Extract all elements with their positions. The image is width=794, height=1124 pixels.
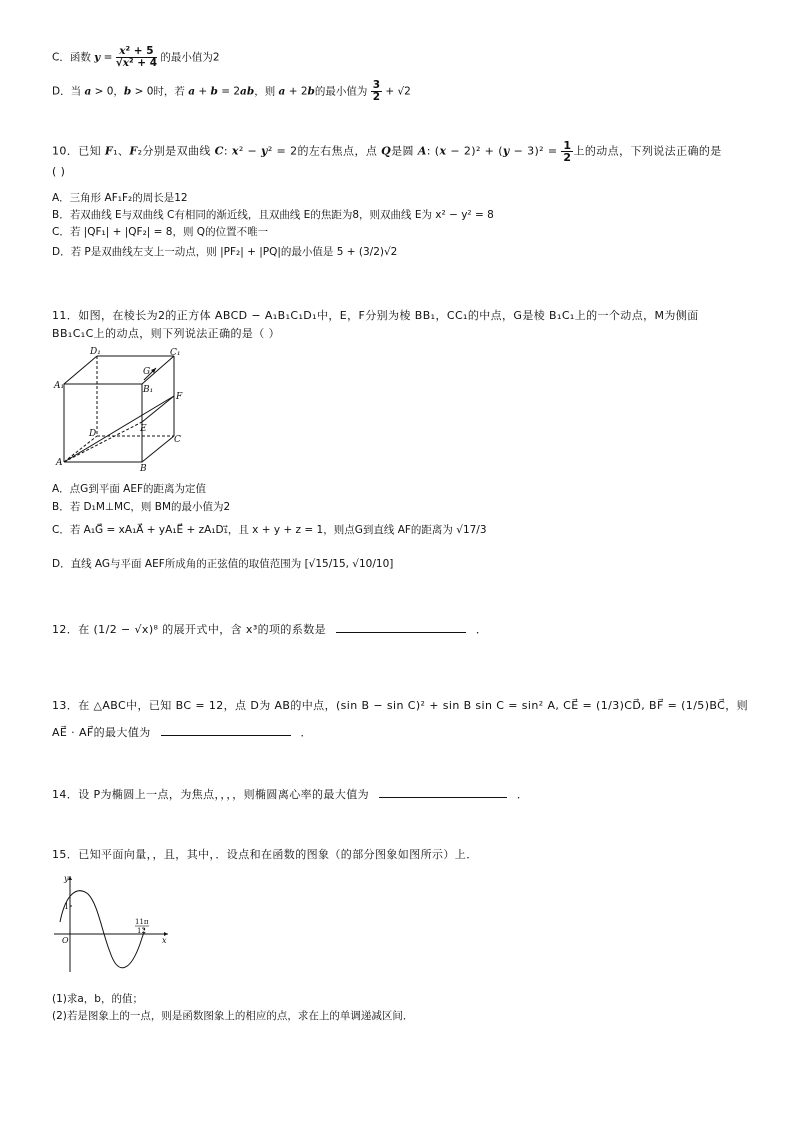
label-e: E	[140, 424, 147, 434]
graph-label-x: x	[162, 936, 167, 945]
q15-part1: (1)求a，b，的值；	[52, 993, 143, 1005]
q11-option-d: D．直线 AG与平面 AEF所成角的正弦值的取值范围为 [√15/15, √10/10]	[52, 558, 394, 570]
graph-tick-den: 12	[137, 927, 146, 935]
label-b1: B₁	[143, 385, 154, 395]
label-d: D	[89, 429, 97, 439]
label-g: G	[143, 367, 151, 377]
q10-paren: ( )	[52, 165, 66, 178]
graph-label-y: y	[64, 874, 69, 883]
label-b: B	[140, 464, 147, 472]
q11-option-b: B．若 D₁M⊥MC，则 BM的最小值为2	[52, 501, 231, 513]
q12-stem: 12．在 (1/2 − √x)⁸ 的展开式中，含 x³的项的系数是 ．	[52, 623, 488, 636]
cube-figure	[52, 344, 192, 472]
q15-stem: 15．已知平面向量，，且，其中，．设点和在函数的图象（的部分图象如图所示）上．	[52, 848, 478, 861]
q10-option-a: A．三角形 AF₁F₂的周长是12	[52, 192, 188, 204]
label-c1: C₁	[170, 348, 181, 358]
q9-option-d: D．当 a > 0，b > 0时，若 a + b = 2ab，则 a + 2b的最小值为 $\frac{3}{2}$ + √2	[52, 79, 411, 103]
label-c: C	[174, 435, 181, 445]
graph-label-one: 1	[64, 902, 70, 911]
sine-graph	[52, 872, 172, 976]
label-d1: D₁	[90, 347, 101, 357]
label-f: F	[176, 392, 183, 402]
q13-line1: 13．在 △ABC中，已知 BC = 12，点 D为 AB的中点，(sin B − sin C)² + sin B sin C = sin² A, CE⃗ = (1/3)CD⃗, BF⃗ = (1/5)BC⃗，则	[52, 699, 749, 712]
label-a1: A₁	[54, 381, 65, 391]
q11-option-c: C．若 A₁G⃗ = xA₁A⃗ + yA₁E⃗ + zA₁D₁⃗，且 x + y + z = 1，则点G到直线 AF的距离为 √17/3	[52, 524, 487, 536]
q13-line2: AE⃗ · AF⃗的最大值为 ．	[52, 726, 312, 739]
q10-option-d: D．若 P是双曲线左支上一动点，则 |PF₂| + |PQ|的最小值是 5 + (3/2)√2	[52, 246, 398, 258]
q10-option-c: C．若 |QF₁| + |QF₂| = 8，则 Q的位置不唯一	[52, 226, 269, 238]
q9-option-c: C．函数 y = $\frac{\text{x² + 5}}{\text{√x² + 4}}$ 的最小值为2	[52, 45, 220, 69]
graph-tick-num: 11π	[135, 918, 149, 926]
q12-answer-blank[interactable]	[336, 622, 466, 633]
q11-option-a: A．点G到平面 AEF的距离为定值	[52, 483, 207, 495]
q15-part2: (2)若是图象上的一点，则是函数图象上的相应的点，求在上的单调递减区间．	[52, 1010, 414, 1022]
q11-stem-line1: 11．如图，在棱长为2的正方体 ABCD − A₁B₁C₁D₁中，E，F分别为棱 BB₁，CC₁的中点，G是棱 B₁C₁上的一个动点，M为侧面	[52, 309, 699, 322]
label-a: A	[56, 458, 63, 468]
q14-stem: 14．设 P为椭圆上一点，为焦点，，，，则椭圆离心率的最大值为 ．	[52, 788, 529, 801]
graph-label-origin: O	[62, 936, 69, 945]
q10-option-b: B．若双曲线 E与双曲线 C有相同的渐近线，且双曲线 E的焦距为8，则双曲线 E为 x² − y² = 8	[52, 209, 494, 221]
q11-stem-line2: BB₁C₁C上的动点，则下列说法正确的是（ ）	[52, 327, 280, 340]
q10-stem: 10．已知 F₁、F₂分别是双曲线 C: x² − y² = 2的左右焦点，点 Q是圆 A: (x − 2)² + (y − 3)² = $\frac{1}{2}$ 上的动点，下列说法正确的是	[52, 139, 722, 164]
q14-answer-blank[interactable]	[379, 787, 507, 798]
q13-answer-blank[interactable]	[161, 725, 291, 736]
